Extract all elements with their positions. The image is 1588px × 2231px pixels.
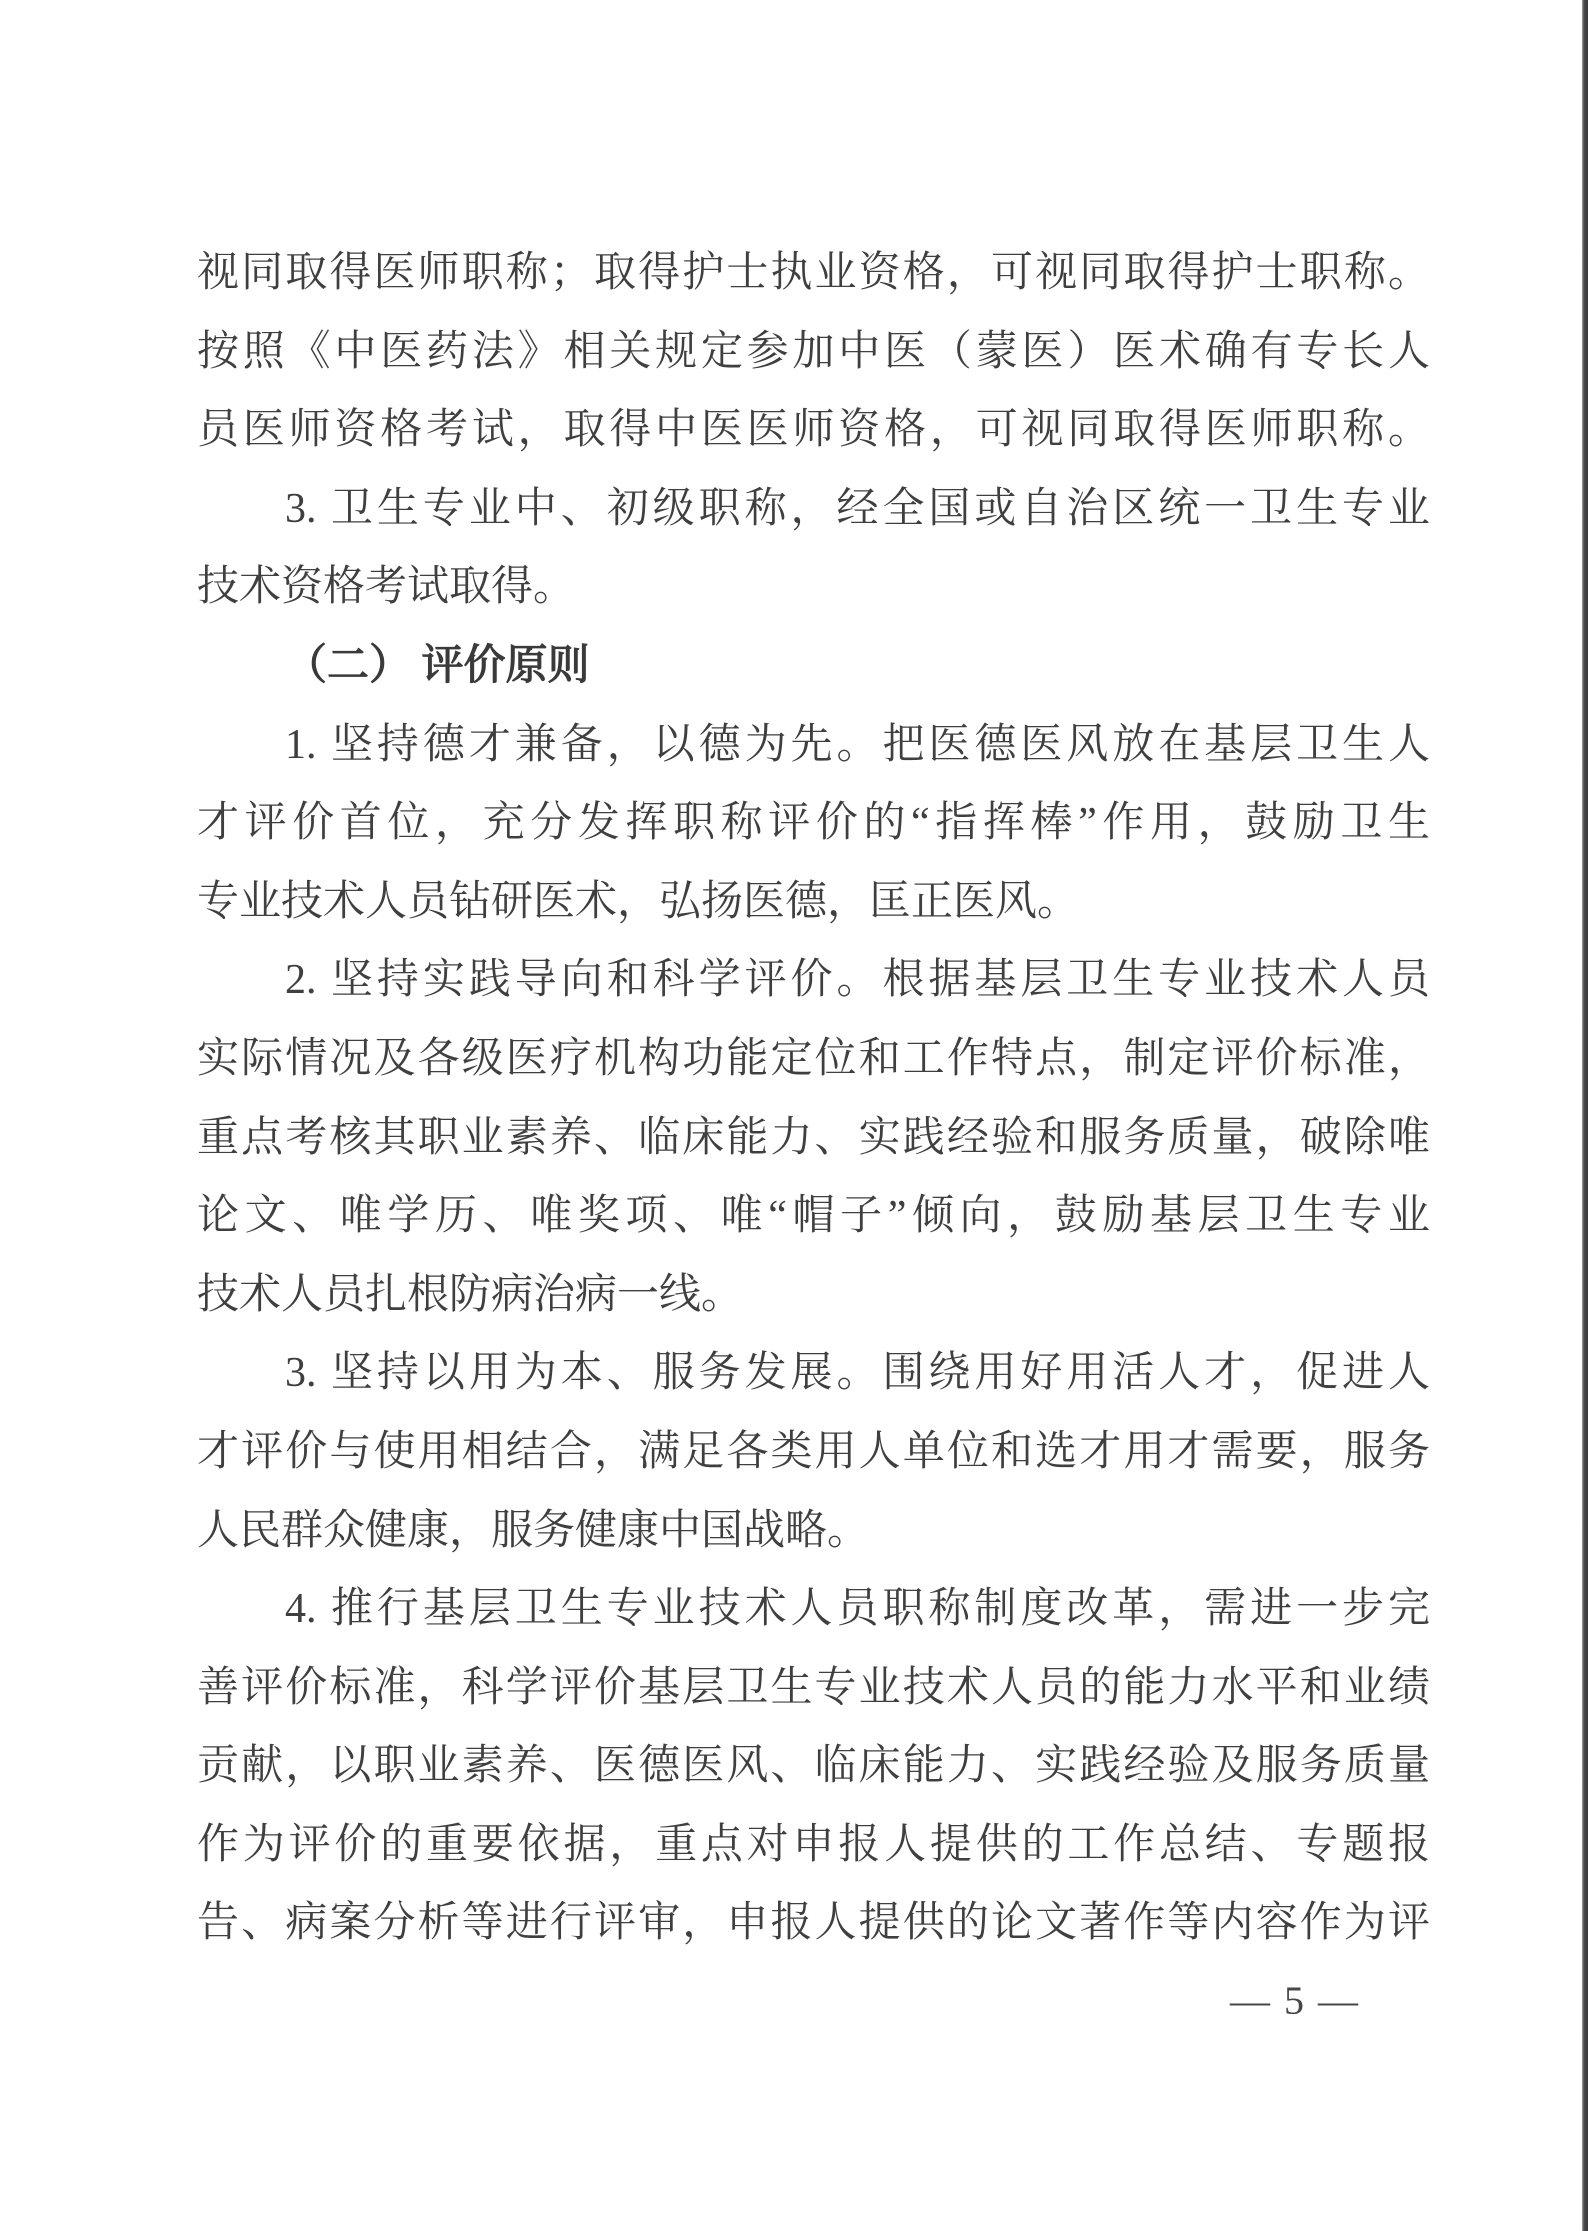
text-line: 才评价与使用相结合，满足各类用人单位和选才用才需要，服务 [197, 1428, 1430, 1475]
text-line: 视同取得医师职称；取得护士执业资格，可视同取得护士职称。 [197, 250, 1430, 296]
text-line: 贡献，以职业素养、医德医风、临床能力、实践经验及服务质量 [197, 1743, 1430, 1790]
text-line: 善评价标准，科学评价基层卫生专业技术人员的能力水平和业绩 [197, 1664, 1430, 1711]
text-line: 才评价首位，充分发挥职称评价的“指挥棒”作用，鼓励卫生 [197, 800, 1430, 847]
section-heading: （二） 评价原则 [285, 642, 590, 689]
text-line: 实际情况及各级医疗机构功能定位和工作特点，制定评价标准， [197, 1035, 1430, 1082]
text-line: 人民群众健康，服务健康中国战略。 [197, 1507, 870, 1554]
text-line: 技术人员扎根防病治病一线。 [197, 1271, 744, 1318]
text-line: 重点考核其职业素养、临床能力、实践经验和服务质量，破除唯 [197, 1114, 1430, 1161]
text-block [197, 234, 1430, 1963]
text-line: 专业技术人员钻研医术，弘扬医德，匡正医风。 [197, 878, 1080, 925]
text-line-list-item-4: 4. 推行基层卫生专业技术人员职称制度改革，需进一步完 [285, 1586, 1430, 1633]
text-line: 员医师资格考试，取得中医医师资格，可视同取得医师职称。 [197, 407, 1430, 454]
text-line: 论文、唯学历、唯奖项、唯“帽子”倾向，鼓励基层卫生专业 [197, 1193, 1430, 1240]
text-line: 技术资格考试取得。 [197, 564, 576, 611]
page-number: — 5 — [1230, 1978, 1360, 2023]
text-line-list-item-1: 1. 坚持德才兼备，以德为先。把医德医风放在基层卫生人 [285, 721, 1430, 768]
text-line: 按照《中医药法》相关规定参加中医（蒙医）医术确有专长人 [197, 328, 1430, 375]
text-line-list-item-3b: 3. 坚持以用为本、服务发展。围绕用好用活人才，促进人 [285, 1350, 1430, 1397]
scan-edge-artifact [1582, 0, 1588, 2231]
text-line-list-item-2: 2. 坚持实践导向和科学评价。根据基层卫生专业技术人员 [285, 957, 1430, 1004]
text-line-list-item-3: 3. 卫生专业中、初级职称，经全国或自治区统一卫生专业 [285, 485, 1430, 532]
text-line: 告、病案分析等进行评审，申报人提供的论文著作等内容作为评 [197, 1900, 1430, 1947]
text-line: 作为评价的重要依据，重点对申报人提供的工作总结、专题报 [197, 1821, 1430, 1868]
